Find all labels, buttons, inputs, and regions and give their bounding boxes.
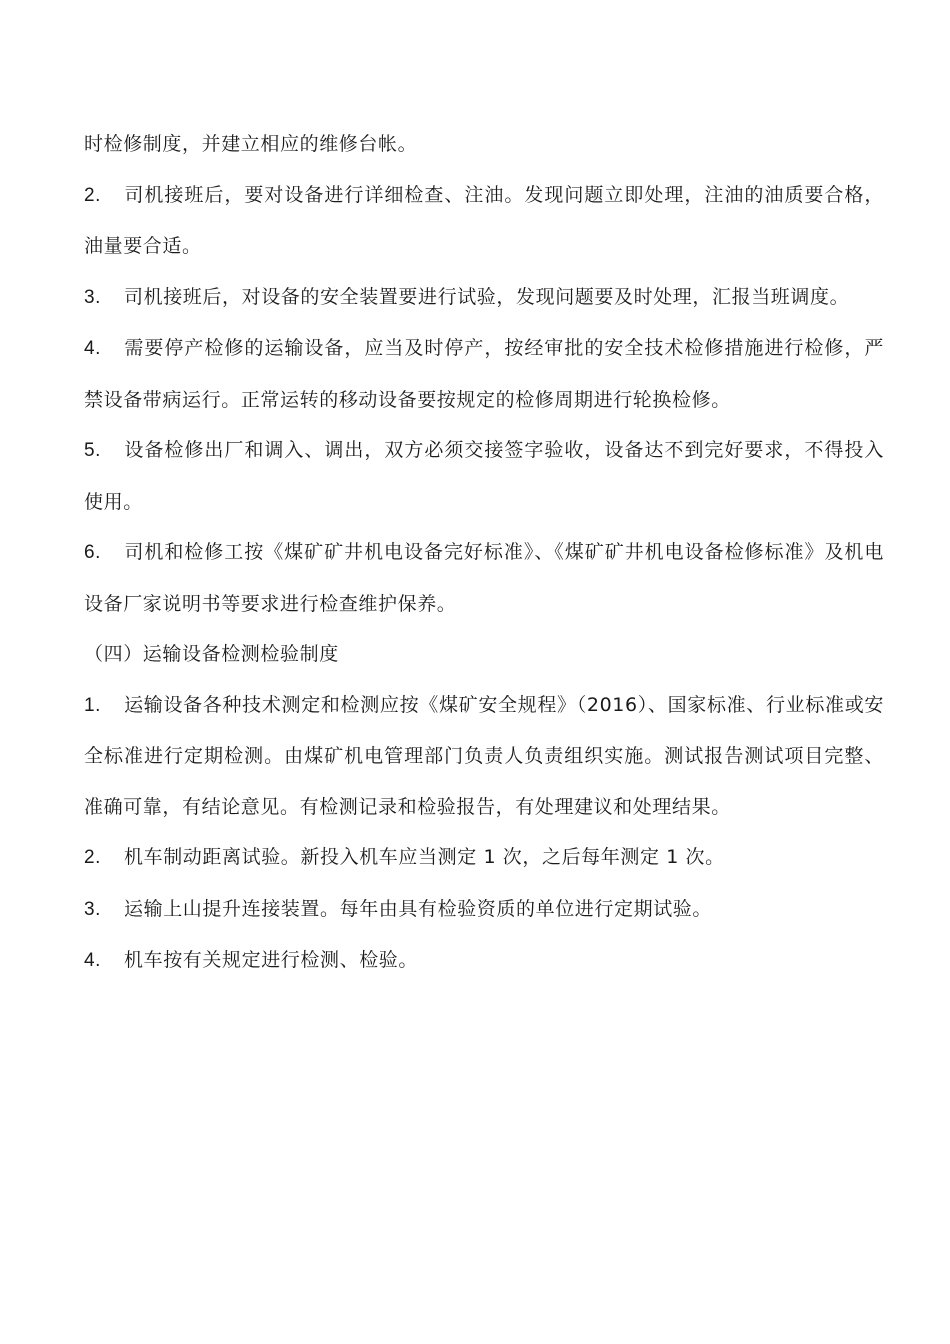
- list-item-number: 5.: [84, 440, 102, 461]
- list-item-number: 1.: [84, 694, 102, 716]
- list-item: [84, 680, 884, 833]
- list-item-number: 2.: [84, 847, 102, 868]
- list-item: [84, 935, 884, 987]
- list-item-number: 4.: [84, 950, 102, 971]
- list-item-number: 3.: [84, 898, 102, 920]
- section-heading: （四）运输设备检测检验制度: [84, 643, 339, 665]
- list-item: [84, 425, 884, 527]
- list-item-text: 设备检修出厂和调入、调出，双方必须交接签字验收，设备达不到完好要求，不得投入使用。: [84, 439, 884, 513]
- list-item-number: 4.: [84, 338, 102, 359]
- list-item-text: 运输上山提升连接装置。每年由具有检验资质的单位进行定期试验。: [124, 897, 713, 920]
- lead-paragraph: 时检修制度，并建立相应的维修台帐。: [84, 133, 418, 155]
- list-item-number: 6.: [84, 542, 102, 563]
- list-item-number: 3.: [84, 286, 102, 308]
- list-item: [84, 832, 884, 884]
- list-item: [84, 272, 884, 324]
- list-item: [84, 170, 884, 272]
- list-item-text: 司机和检修工按《煤矿矿井机电设备完好标准》、《煤矿矿井机电设备检修标准》及机电设备厂家说明书等要求进行检查维护保养。: [84, 541, 884, 615]
- list-item: [84, 527, 884, 629]
- list-item-text: 机车制动距离试验。新投入机车应当测定 1 次，之后每年测定 1 次。: [124, 846, 725, 868]
- list-item-text: 运输设备各种技术测定和检测应按《煤矿安全规程》（2016）、国家标准、行业标准或安全标准进行定期检测。由煤矿机电管理部门负责人负责组织实施。测试报告测试项目完整、准确可靠，有结论意见。有检测记录和检验报告，有处理建议和处理结果。: [84, 693, 884, 818]
- list-item-number: 2.: [84, 184, 102, 206]
- document-body: [84, 119, 884, 987]
- list-item-text: 司机接班后，对设备的安全装置要进行试验，发现问题要及时处理，汇报当班调度。: [124, 285, 850, 308]
- list-item-text: 司机接班后，要对设备进行详细检查、注油。发现问题立即处理，注油的油质要合格，油量要合适。: [84, 183, 884, 257]
- list-item: [84, 884, 884, 936]
- list-item-text: 需要停产检修的运输设备，应当及时停产，按经审批的安全技术检修措施进行检修，严禁设备带病运行。正常运转的移动设备要按规定的检修周期进行轮换检修。: [84, 337, 884, 411]
- list-item-text: 机车按有关规定进行检测、检验。: [124, 949, 419, 971]
- list-item: [84, 323, 884, 425]
